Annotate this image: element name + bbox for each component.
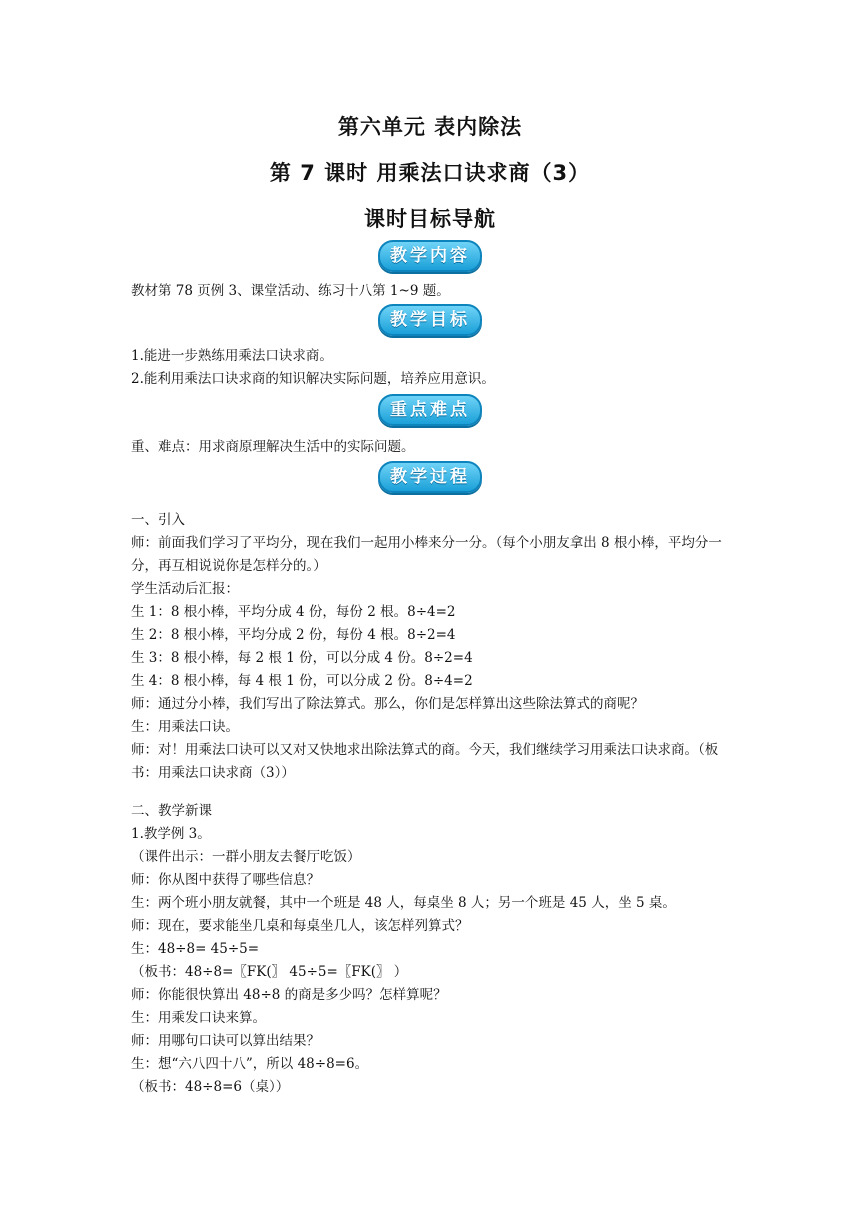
- lesson-line: 师：用哪句口诀可以算出结果？: [131, 1033, 320, 1049]
- intro-line: 生 1：8 根小棒，平均分成 4 份，每份 2 根。8÷4=2: [131, 604, 456, 620]
- unit-title: 第六单元 表内除法: [337, 115, 523, 139]
- intro-line: 生：用乘法口诀。: [131, 719, 239, 735]
- new-lesson-section: [131, 800, 731, 1099]
- goal-item: 1.能进一步熟练用乘法口诀求商。: [131, 348, 333, 364]
- lesson-line: 生：两个班小朋友就餐，其中一个班是 48 人，每桌坐 8 人；另一个班是 45 人，坐 5 桌。: [131, 895, 676, 911]
- teaching-process-badge: 教学过程: [378, 461, 482, 493]
- content-section: [131, 280, 731, 303]
- lesson-line: 师：现在，要求能坐几桌和每桌坐几人，该怎样列算式？: [131, 918, 469, 934]
- lesson-line: 1.教学例 3。: [131, 826, 211, 842]
- lesson-line: 生：想“六八四十八”，所以 48÷8=6。: [131, 1056, 369, 1072]
- badge-row-key-points: [0, 394, 860, 426]
- intro-line: 师：对！用乘法口诀可以又对又快地求出除法算式的商。今天，我们继续学习用乘法口诀求商。（板书：用乘法口诀求商（3））: [131, 742, 719, 781]
- intro-line: 师：前面我们学习了平均分，现在我们一起用小棒来分一分。（每个小朋友拿出 8 根小棒，平均分一分，再互相说说你是怎样分的。）: [131, 535, 722, 574]
- intro-line: 一、引入: [131, 512, 185, 528]
- intro-line: 生 2：8 根小棒，平均分成 2 份，每份 4 根。8÷2=4: [131, 627, 456, 643]
- title-block: [0, 104, 860, 242]
- intro-line: 生 3：8 根小棒，每 2 根 1 份，可以分成 4 份。8÷2=4: [131, 650, 473, 666]
- section-title: 课时目标导航: [364, 207, 496, 231]
- lesson-line: （板书：48÷8=〖FK(〗 45÷5=〖FK(〗 ）: [131, 964, 408, 980]
- goal-item: 2.能利用乘法口诀求商的知识解决实际问题，培养应用意识。: [131, 371, 495, 387]
- lesson-line: 师：你从图中获得了哪些信息？: [131, 872, 320, 888]
- badge-row-process: [0, 461, 860, 493]
- teaching-content-badge: 教学内容: [378, 240, 482, 272]
- intro-line: 学生活动后汇报：: [131, 581, 239, 597]
- intro-line: 师：通过分小棒，我们写出了除法算式。那么，你们是怎样算出这些除法算式的商呢？: [131, 696, 644, 712]
- goals-section: [131, 345, 731, 391]
- content-text: 教材第 78 页例 3、课堂活动、练习十八第 1~9 题。: [131, 283, 450, 299]
- badge-row-content: [0, 240, 860, 272]
- lesson-line: 生：用乘发口诀来算。: [131, 1010, 266, 1026]
- lesson-line: 二、教学新课: [131, 803, 212, 819]
- key-points-text: 重、难点：用求商原理解决生活中的实际问题。: [131, 439, 415, 455]
- intro-line: 生 4：8 根小棒，每 4 根 1 份，可以分成 2 份。8÷4=2: [131, 673, 473, 689]
- key-points-section: [131, 436, 731, 459]
- key-points-badge: 重点难点: [378, 394, 482, 426]
- badge-row-goals: [0, 304, 860, 336]
- intro-section: [131, 509, 731, 785]
- lesson-line: （课件出示：一群小朋友去餐厅吃饭）: [131, 849, 361, 865]
- lesson-line: （板书：48÷8=6（桌））: [131, 1079, 290, 1095]
- lesson-line: 生：48÷8= 45÷5=: [131, 941, 260, 957]
- lesson-title: 第 7 课时 用乘法口诀求商（3）: [269, 161, 591, 185]
- lesson-line: 师：你能很快算出 48÷8 的商是多少吗？怎样算呢？: [131, 987, 447, 1003]
- teaching-goals-badge: 教学目标: [378, 304, 482, 336]
